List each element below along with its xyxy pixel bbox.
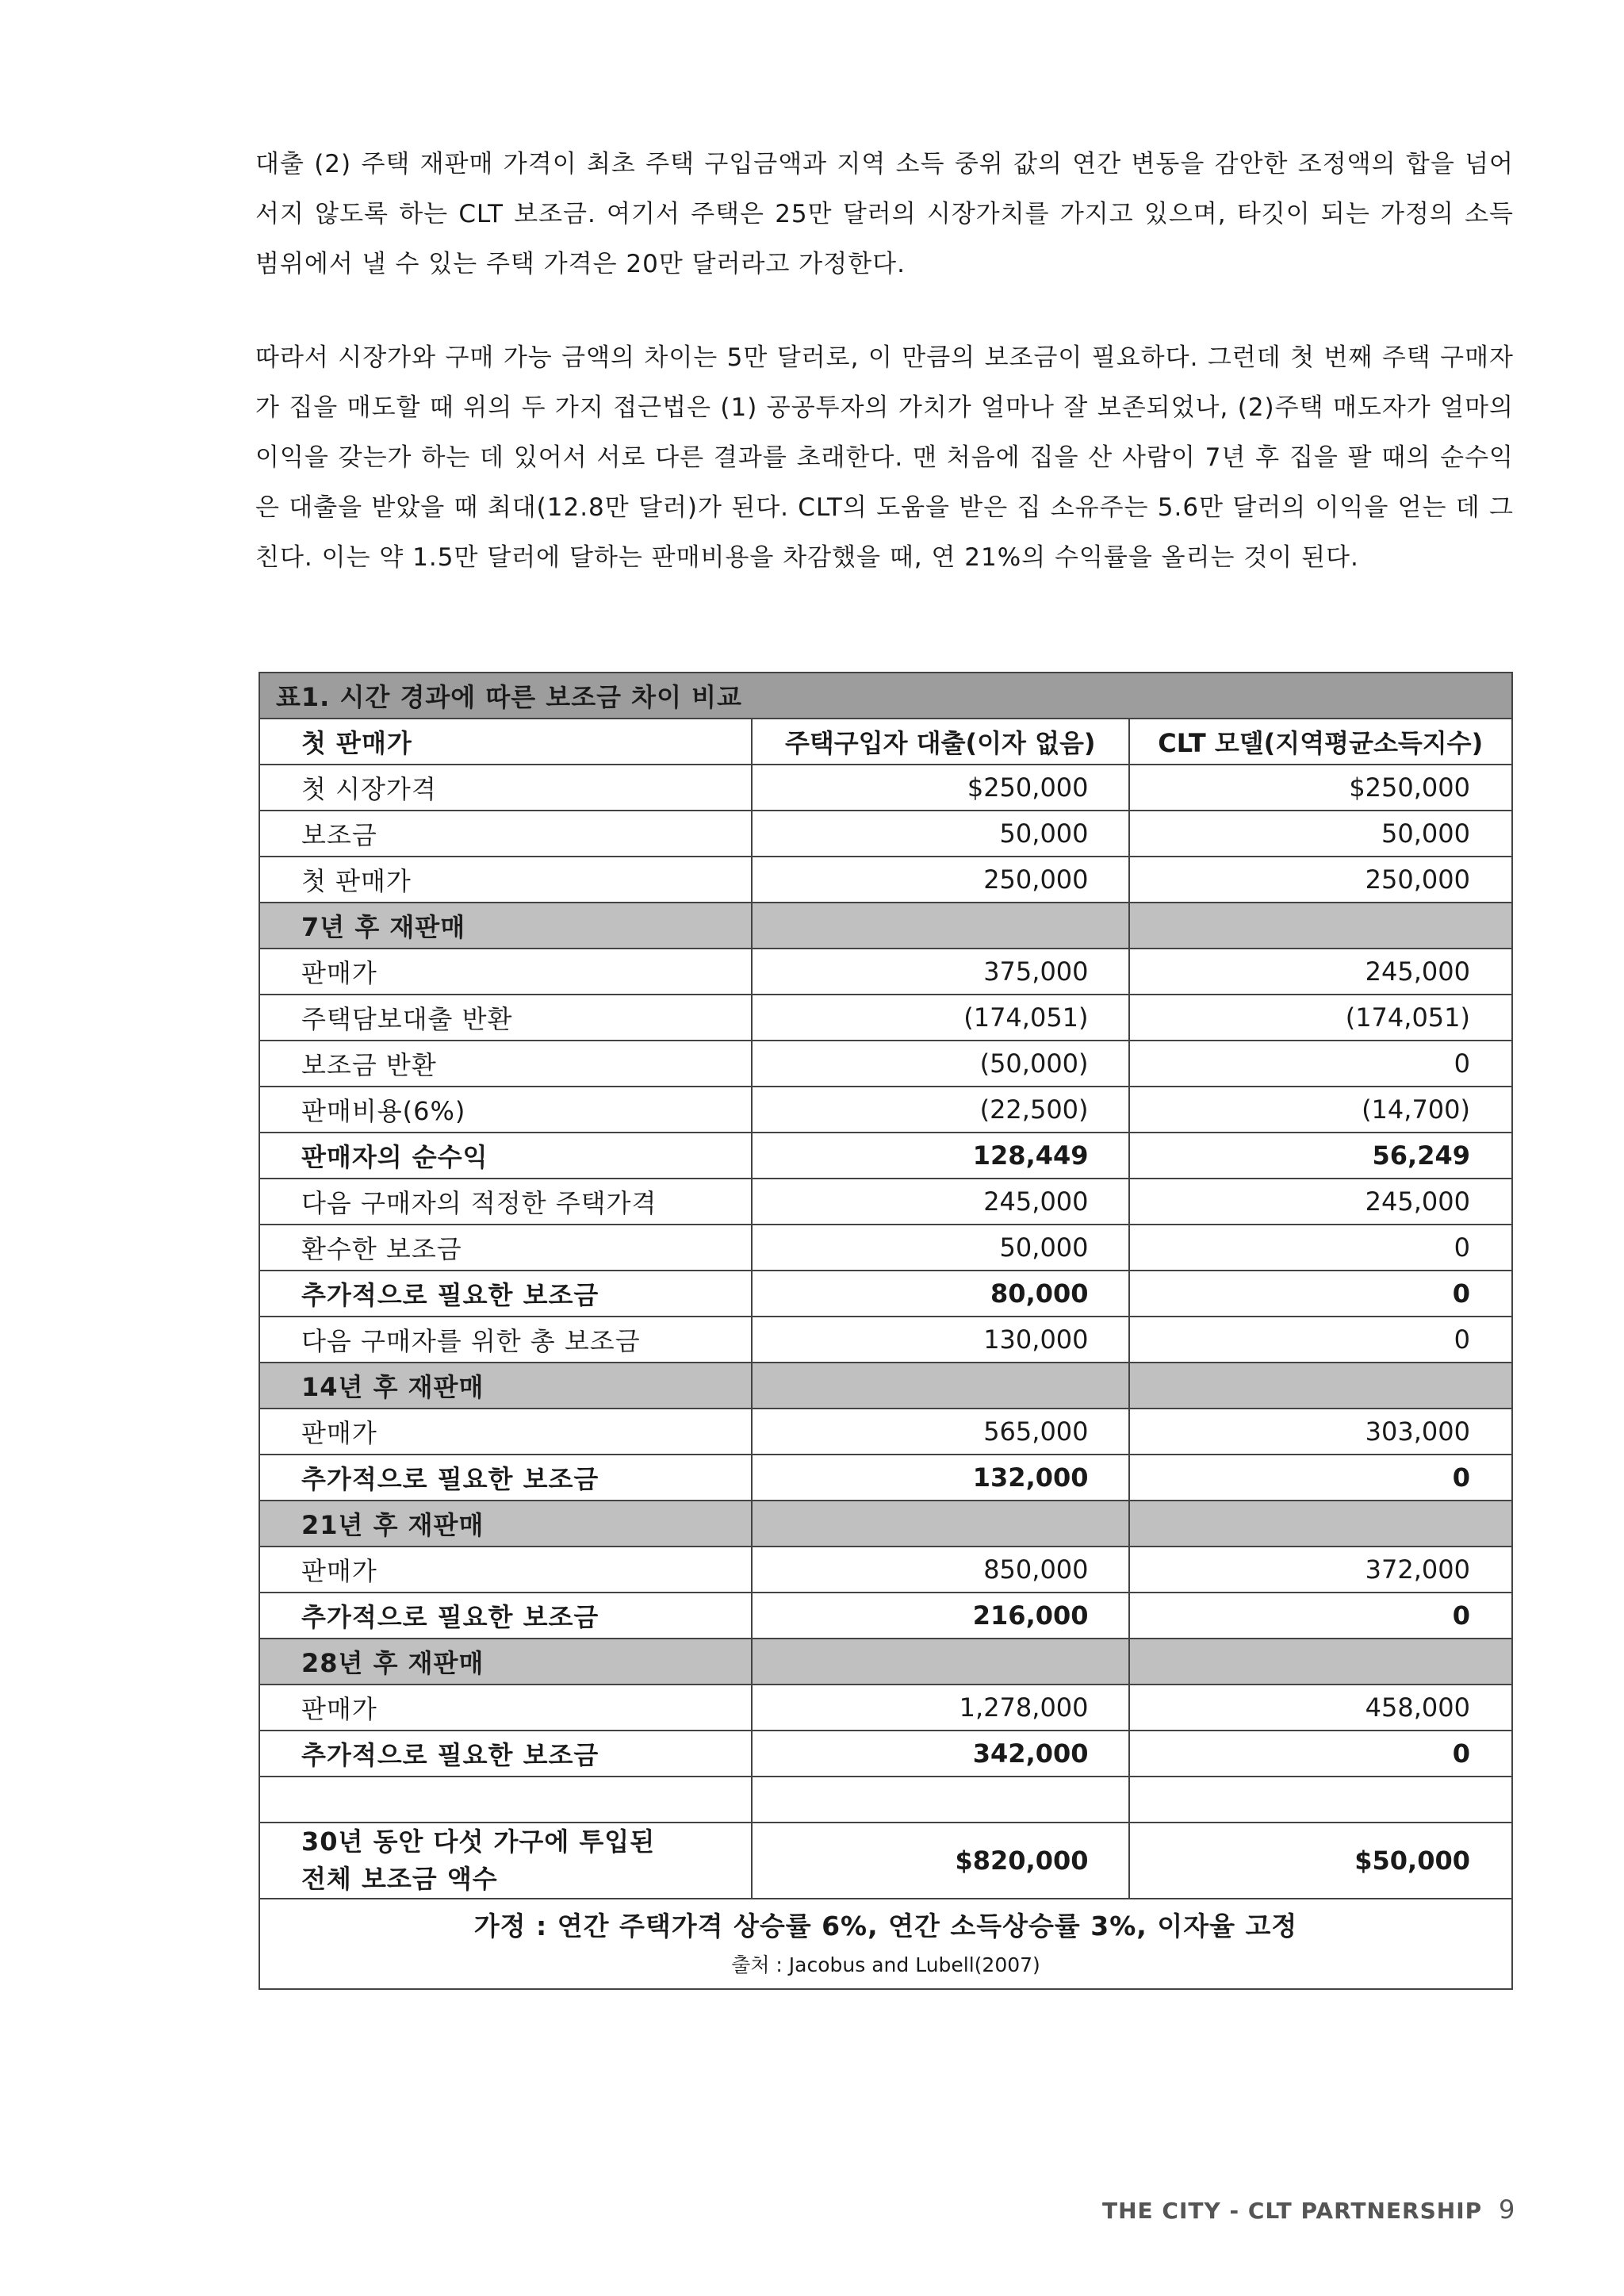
subsidy-comparison-table: [259, 672, 1513, 1990]
loan-value: (22,500): [752, 1087, 1128, 1133]
section-label: 21년 후 재판매: [259, 1501, 752, 1547]
body-paragraph: 대출 (2) 주택 재판매 가격이 최초 주택 구입금액과 지역 소득 중위 값의 연간 변동을 감안한 조정액의 합을 넘어서지 않도록 하는 CLT 보조금. 여기서 주택은 25만 달러의 시장가치를 가지고 있으며, 타깃이 되는 가정의 소득 범위에서 낼 수 있는 주택 가격은 20만 달러라고 가정한다.: [255, 150, 1514, 278]
loan-value: 375,000: [752, 949, 1128, 995]
row-label: 주택담보대출 반환: [259, 995, 752, 1041]
clt-value: 0: [1129, 1731, 1512, 1777]
table-row: [259, 1179, 1512, 1225]
row-label: 다음 구매자를 위한 총 보조금: [259, 1317, 752, 1363]
empty-cell: [752, 1501, 1128, 1547]
loan-value: 130,000: [752, 1317, 1128, 1363]
row-label: 추가적으로 필요한 보조금: [259, 1455, 752, 1501]
loan-value: 565,000: [752, 1409, 1128, 1455]
table-caption: 표1. 시간 경과에 따른 보조금 차이 비교: [259, 673, 1512, 719]
table-row: [259, 1133, 1512, 1179]
footer-brand: THE CITY - CLT PARTNERSHIP: [1102, 2198, 1483, 2224]
section-label: 14년 후 재판매: [259, 1363, 752, 1409]
clt-total: $50,000: [1129, 1823, 1512, 1899]
row-label: 환수한 보조금: [259, 1225, 752, 1271]
assumption-note: 가정 : 연간 주택가격 상승률 6%, 연간 소득상승률 3%, 이자율 고정: [473, 1911, 1298, 1941]
empty-cell: [752, 1639, 1128, 1685]
table-row: [259, 1409, 1512, 1455]
loan-value: 342,000: [752, 1731, 1128, 1777]
table-row: [259, 1225, 1512, 1271]
loan-value: 50,000: [752, 811, 1128, 857]
table-row: [259, 857, 1512, 903]
empty-cell: [1129, 1501, 1512, 1547]
loan-value: 80,000: [752, 1271, 1128, 1317]
loan-value: $250,000: [752, 765, 1128, 811]
row-label: 보조금 반환: [259, 1041, 752, 1087]
footnote-row: [259, 1899, 1512, 1989]
table-row: [259, 1317, 1512, 1363]
header-cell: CLT 모델(지역평균소득지수): [1129, 719, 1512, 765]
loan-value: 132,000: [752, 1455, 1128, 1501]
clt-value: 0: [1129, 1271, 1512, 1317]
loan-value: 128,449: [752, 1133, 1128, 1179]
table-row: [259, 1593, 1512, 1639]
empty-cell: [1129, 1777, 1512, 1823]
table-row: [259, 1271, 1512, 1317]
row-label: 첫 시장가격: [259, 765, 752, 811]
empty-cell: [752, 1363, 1128, 1409]
empty-cell: [1129, 1363, 1512, 1409]
total-label: [259, 1823, 752, 1899]
clt-value: 245,000: [1129, 1179, 1512, 1225]
table-row: [259, 1455, 1512, 1501]
empty-cell: [752, 903, 1128, 949]
table-row: [259, 949, 1512, 995]
body-paragraph: 따라서 시장가와 구매 가능 금액의 차이는 5만 달러로, 이 만큼의 보조금이 필요하다. 그런데 첫 번째 주택 구매자가 집을 매도할 때 위의 두 가지 접근법은 (1) 공공투자의 가치가 얼마나 잘 보존되었나, (2)주택 매도자가 얼마의 이익을 갖는가 하는 데 있어서 서로 다른 결과를 초래한다. 맨 처음에 집을 산 사람이 7년 후 집을 팔 때의 순수익은 대출을 받았을 때 최대(12.8만 달러)가 된다. CLT의 도움을 받은 집 소유주는 5.6만 달러의 이익을 얻는 데 그친다. 이는 약 1.5만 달러에 달하는 판매비용을 차감했을 때, 연 21%의 수익률을 올리는 것이 된다.: [255, 343, 1514, 572]
table-row: [259, 1731, 1512, 1777]
page-number: 9: [1499, 2194, 1515, 2225]
loan-value: 216,000: [752, 1593, 1128, 1639]
clt-value: 0: [1129, 1225, 1512, 1271]
row-label: 추가적으로 필요한 보조금: [259, 1271, 752, 1317]
row-label: 판매가: [259, 1409, 752, 1455]
table-header-row: [259, 719, 1512, 765]
header-cell: 첫 판매가: [259, 719, 752, 765]
row-label: 첫 판매가: [259, 857, 752, 903]
row-label: 추가적으로 필요한 보조금: [259, 1731, 752, 1777]
row-label: 판매가: [259, 1685, 752, 1731]
empty-cell: [752, 1777, 1128, 1823]
clt-value: 0: [1129, 1593, 1512, 1639]
table-row: [259, 1547, 1512, 1593]
row-label: 판매비용(6%): [259, 1087, 752, 1133]
clt-value: $250,000: [1129, 765, 1512, 811]
clt-value: 0: [1129, 1455, 1512, 1501]
clt-value: 458,000: [1129, 1685, 1512, 1731]
loan-value: (50,000): [752, 1041, 1128, 1087]
row-label: 판매자의 순수익: [259, 1133, 752, 1179]
row-label: 판매가: [259, 1547, 752, 1593]
row-label: 보조금: [259, 811, 752, 857]
loan-value: 245,000: [752, 1179, 1128, 1225]
footnote-cell: [259, 1899, 1512, 1989]
table-row: [259, 1087, 1512, 1133]
section-label: 7년 후 재판매: [259, 903, 752, 949]
table-row: [259, 765, 1512, 811]
table-row: [259, 1685, 1512, 1731]
loan-value: 1,278,000: [752, 1685, 1128, 1731]
clt-value: 250,000: [1129, 857, 1512, 903]
clt-value: 245,000: [1129, 949, 1512, 995]
clt-value: 50,000: [1129, 811, 1512, 857]
loan-value: 50,000: [752, 1225, 1128, 1271]
clt-value: (14,700): [1129, 1087, 1512, 1133]
table-row: [259, 811, 1512, 857]
empty-cell: [1129, 1639, 1512, 1685]
total-label-line2: 전체 보조금 액수: [301, 1864, 498, 1894]
blank-row: [259, 1777, 1512, 1823]
loan-value: (174,051): [752, 995, 1128, 1041]
loan-total: $820,000: [752, 1823, 1128, 1899]
section-row: [259, 1363, 1512, 1409]
total-row: [259, 1823, 1512, 1899]
row-label: 추가적으로 필요한 보조금: [259, 1593, 752, 1639]
clt-value: 372,000: [1129, 1547, 1512, 1593]
row-label: 판매가: [259, 949, 752, 995]
source-note: 출처 : Jacobus and Lubell(2007): [731, 1953, 1040, 1976]
clt-value: 303,000: [1129, 1409, 1512, 1455]
empty-cell: [259, 1777, 752, 1823]
section-row: [259, 903, 1512, 949]
clt-value: 0: [1129, 1317, 1512, 1363]
loan-value: 250,000: [752, 857, 1128, 903]
section-label: 28년 후 재판매: [259, 1639, 752, 1685]
header-cell: 주택구입자 대출(이자 없음): [752, 719, 1128, 765]
loan-value: 850,000: [752, 1547, 1128, 1593]
section-row: [259, 1639, 1512, 1685]
clt-value: (174,051): [1129, 995, 1512, 1041]
table-row: [259, 995, 1512, 1041]
table-row: [259, 1041, 1512, 1087]
section-row: [259, 1501, 1512, 1547]
total-label-line1: 30년 동안 다섯 가구에 투입된: [301, 1826, 656, 1857]
clt-value: 0: [1129, 1041, 1512, 1087]
clt-value: 56,249: [1129, 1133, 1512, 1179]
row-label: 다음 구매자의 적정한 주택가격: [259, 1179, 752, 1225]
table-caption-row: [259, 673, 1512, 719]
empty-cell: [1129, 903, 1512, 949]
